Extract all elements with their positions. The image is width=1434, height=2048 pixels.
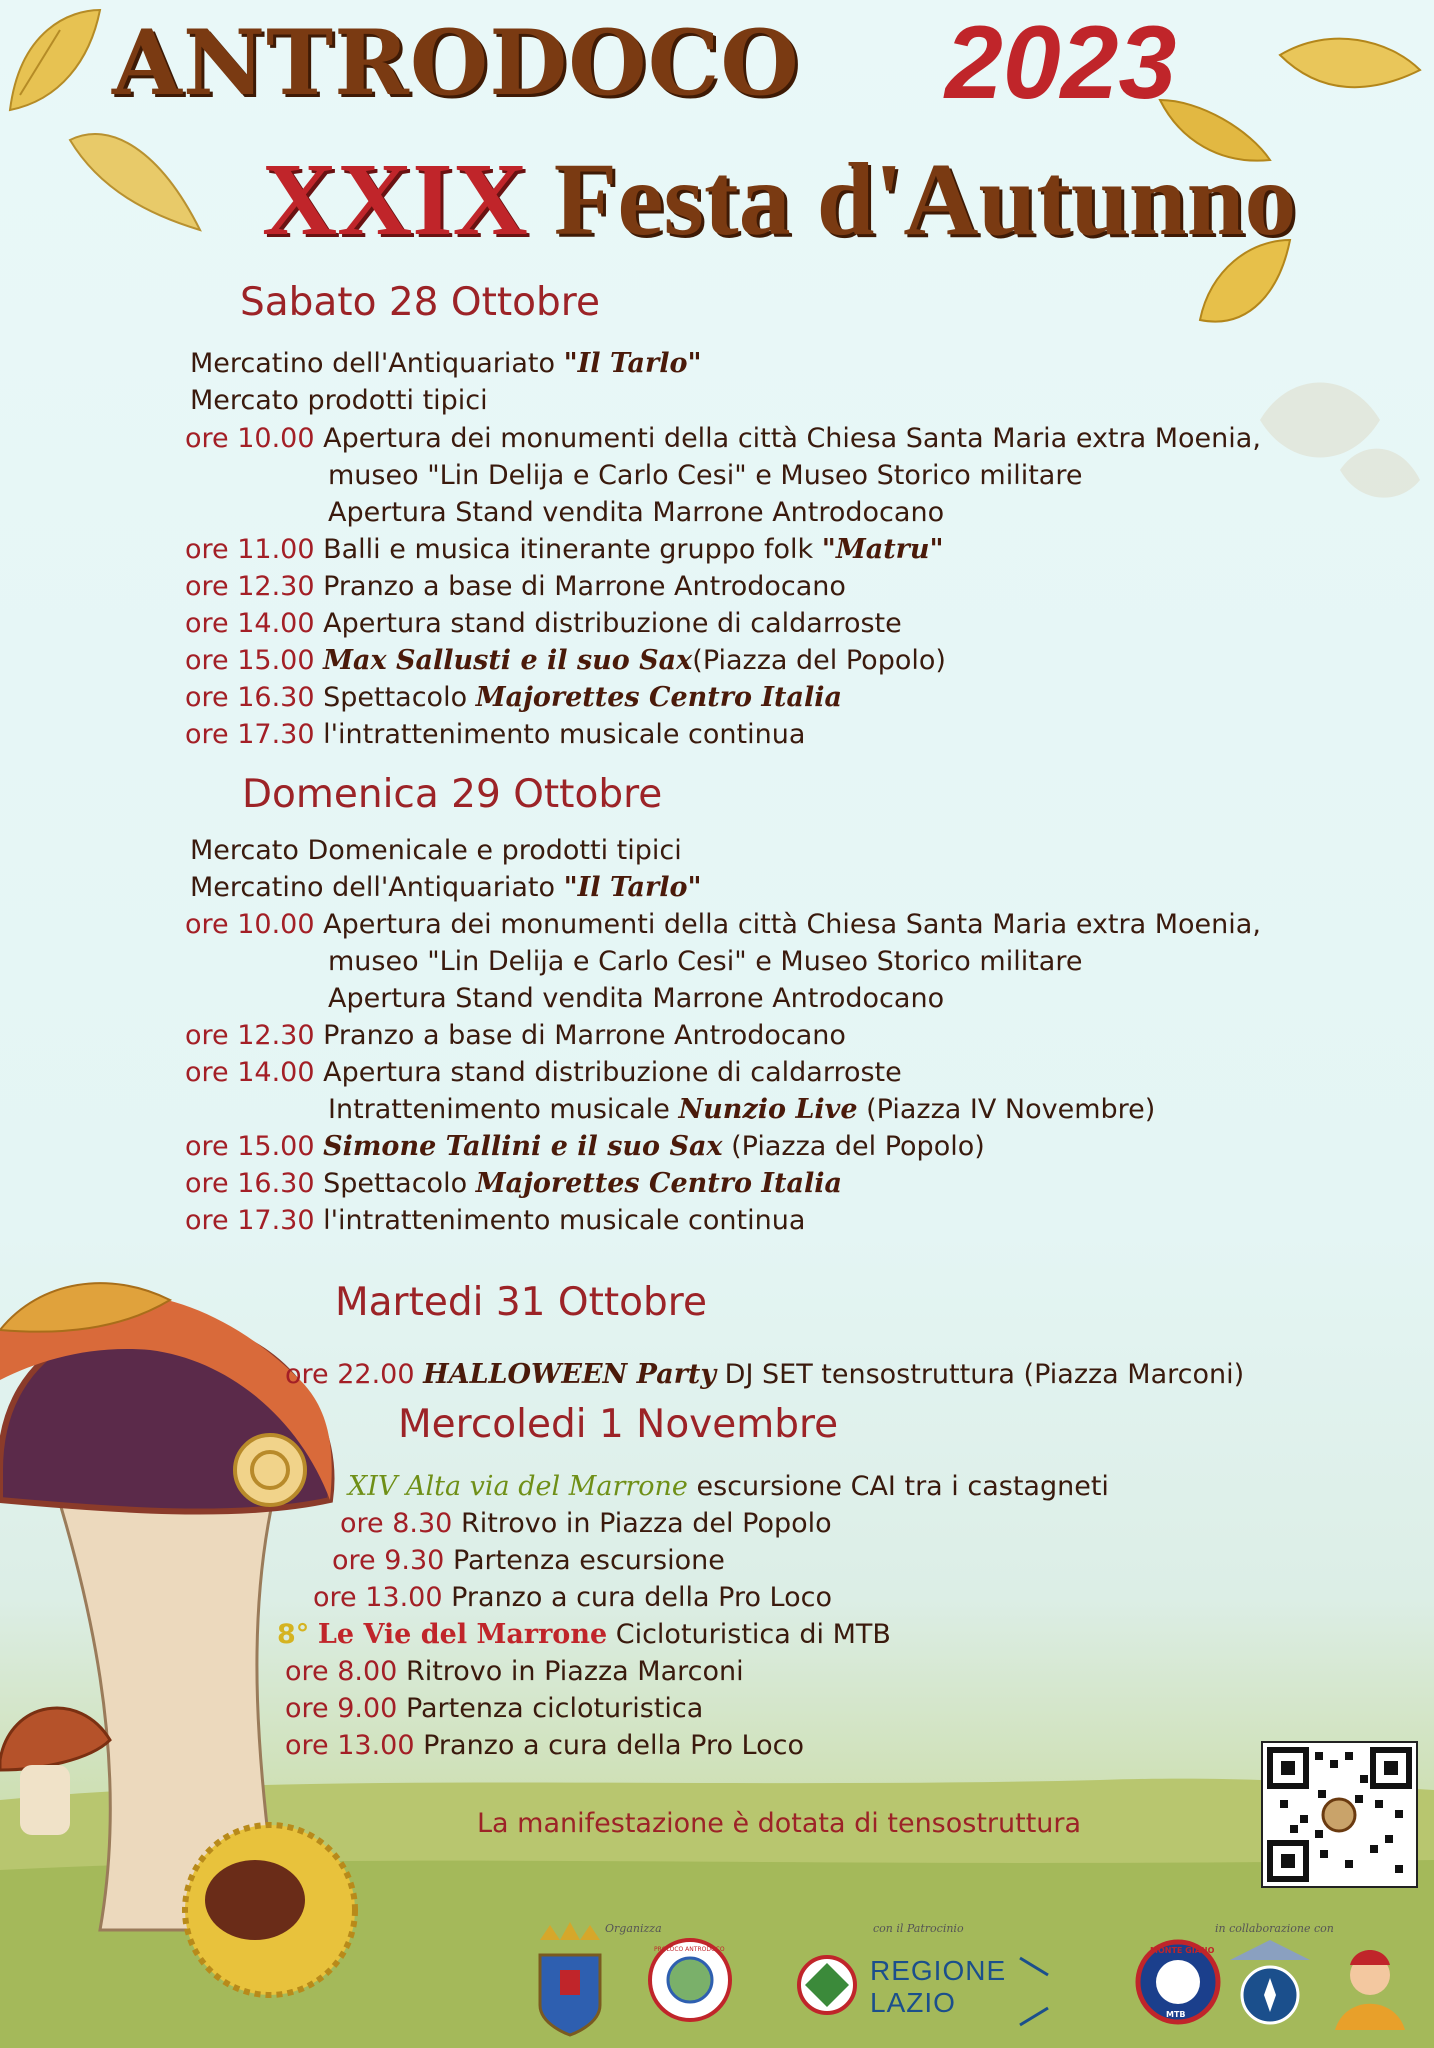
chestnut-icon <box>185 1825 355 1995</box>
monte-giano-label: MONTE GIANO <box>1150 1946 1215 1955</box>
program-line: Apertura Stand vendita Marrone Antrodocano <box>328 983 945 1014</box>
program-line: ore 22.00 HALLOWEEN Party DJ SET tensostruttura (Piazza Marconi) <box>285 1359 1245 1390</box>
program-line: ore 8.00 Ritrovo in Piazza Marconi <box>285 1656 744 1687</box>
program-line: Intrattenimento musicale Nunzio Live (Piazza IV Novembre) <box>328 1094 1156 1125</box>
leaf-icon <box>1280 39 1420 88</box>
footer-note: La manifestazione è dotata di tensostruttura <box>477 1808 1082 1839</box>
town-title: ANTRODOCO <box>112 10 800 116</box>
program-line: Mercatino dell'Antiquariato "Il Tarlo" <box>190 872 702 903</box>
program-line: museo "Lin Delija e Carlo Cesi" e Museo Storico militare <box>328 460 1083 491</box>
program-line: ore 15.00 Max Sallusti e il suo Sax(Piazza del Popolo) <box>185 645 946 676</box>
program-line: ore 8.30 Ritrovo in Piazza del Popolo <box>340 1508 832 1539</box>
program-line: ore 10.00 Apertura dei monumenti della città Chiesa Santa Maria extra Moenia, <box>185 423 1261 454</box>
leaf-icon <box>70 134 200 230</box>
antrodoco-crest-icon <box>540 1922 600 2035</box>
program-line: ore 16.30 Spettacolo Majorettes Centro Italia <box>185 682 842 713</box>
collaborazione-label: in collaborazione con <box>1215 1922 1334 1935</box>
program-line: ore 13.00 Pranzo a cura della Pro Loco <box>313 1582 833 1613</box>
program-line: ore 14.00 Apertura stand distribuzione di caldarroste <box>185 1057 902 1088</box>
program-line: ore 13.00 Pranzo a cura della Pro Loco <box>285 1730 805 1761</box>
festival-title <box>262 140 1296 259</box>
edition-roman: XXIX <box>262 142 528 257</box>
program-line: ore 17.30 l'intrattenimento musicale continua <box>185 719 806 750</box>
leaf-icon <box>10 10 100 110</box>
program-line: Mercatino dell'Antiquariato "Il Tarlo" <box>190 348 702 379</box>
organizza-label: Organizza <box>605 1922 662 1935</box>
mtb-label: MTB <box>1166 2010 1186 2019</box>
program-line: ore 11.00 Balli e musica itinerante gruppo folk "Matru" <box>185 534 944 565</box>
program-line: museo "Lin Delija e Carlo Cesi" e Museo Storico militare <box>328 946 1083 977</box>
program-line: ore 15.00 Simone Tallini e il suo Sax (Piazza del Popolo) <box>185 1131 985 1162</box>
patrocinio-label: con il Patrocinio <box>873 1922 964 1935</box>
day-heading: Mercoledi 1 Novembre <box>398 1402 839 1447</box>
program-line: ore 17.30 l'intrattenimento musicale continua <box>185 1205 806 1236</box>
year-title: 2023 <box>945 5 1177 121</box>
program-line: ore 10.00 Apertura dei monumenti della città Chiesa Santa Maria extra Moenia, <box>185 909 1261 940</box>
program-line: XIV Alta via del Marrone escursione CAI tra i castagneti <box>348 1471 1109 1502</box>
day-heading: Domenica 29 Ottobre <box>242 772 663 817</box>
program-line: ore 9.30 Partenza escursione <box>332 1545 725 1576</box>
program-line: ore 9.00 Partenza cicloturistica <box>285 1693 704 1724</box>
day-heading: Martedi 31 Ottobre <box>335 1280 707 1325</box>
leaf-icon <box>1260 383 1380 458</box>
program-line: ore 12.30 Pranzo a base di Marrone Antrodocano <box>185 571 846 602</box>
leaf-icon <box>1340 449 1420 498</box>
program-line: 8° Le Vie del Marrone Cicloturistica di MTB <box>277 1619 891 1650</box>
program-line: ore 12.30 Pranzo a base di Marrone Antrodocano <box>185 1020 846 1051</box>
program-line: Mercato prodotti tipici <box>190 385 488 416</box>
program-line: ore 14.00 Apertura stand distribuzione di caldarroste <box>185 608 902 639</box>
edition-name: Festa d'Autunno <box>553 142 1297 257</box>
regione-lazio-label: REGIONE LAZIO <box>870 1955 1007 2018</box>
program-line: Mercato Domenicale e prodotti tipici <box>190 835 682 866</box>
qr-code-icon <box>1262 1742 1417 1887</box>
day-heading: Sabato 28 Ottobre <box>240 280 600 325</box>
proloco-label: PROLOCO ANTRODOCO <box>654 1946 725 1953</box>
program-line: ore 16.30 Spettacolo Majorettes Centro Italia <box>185 1168 842 1199</box>
program-line: Apertura Stand vendita Marrone Antrodocano <box>328 497 945 528</box>
